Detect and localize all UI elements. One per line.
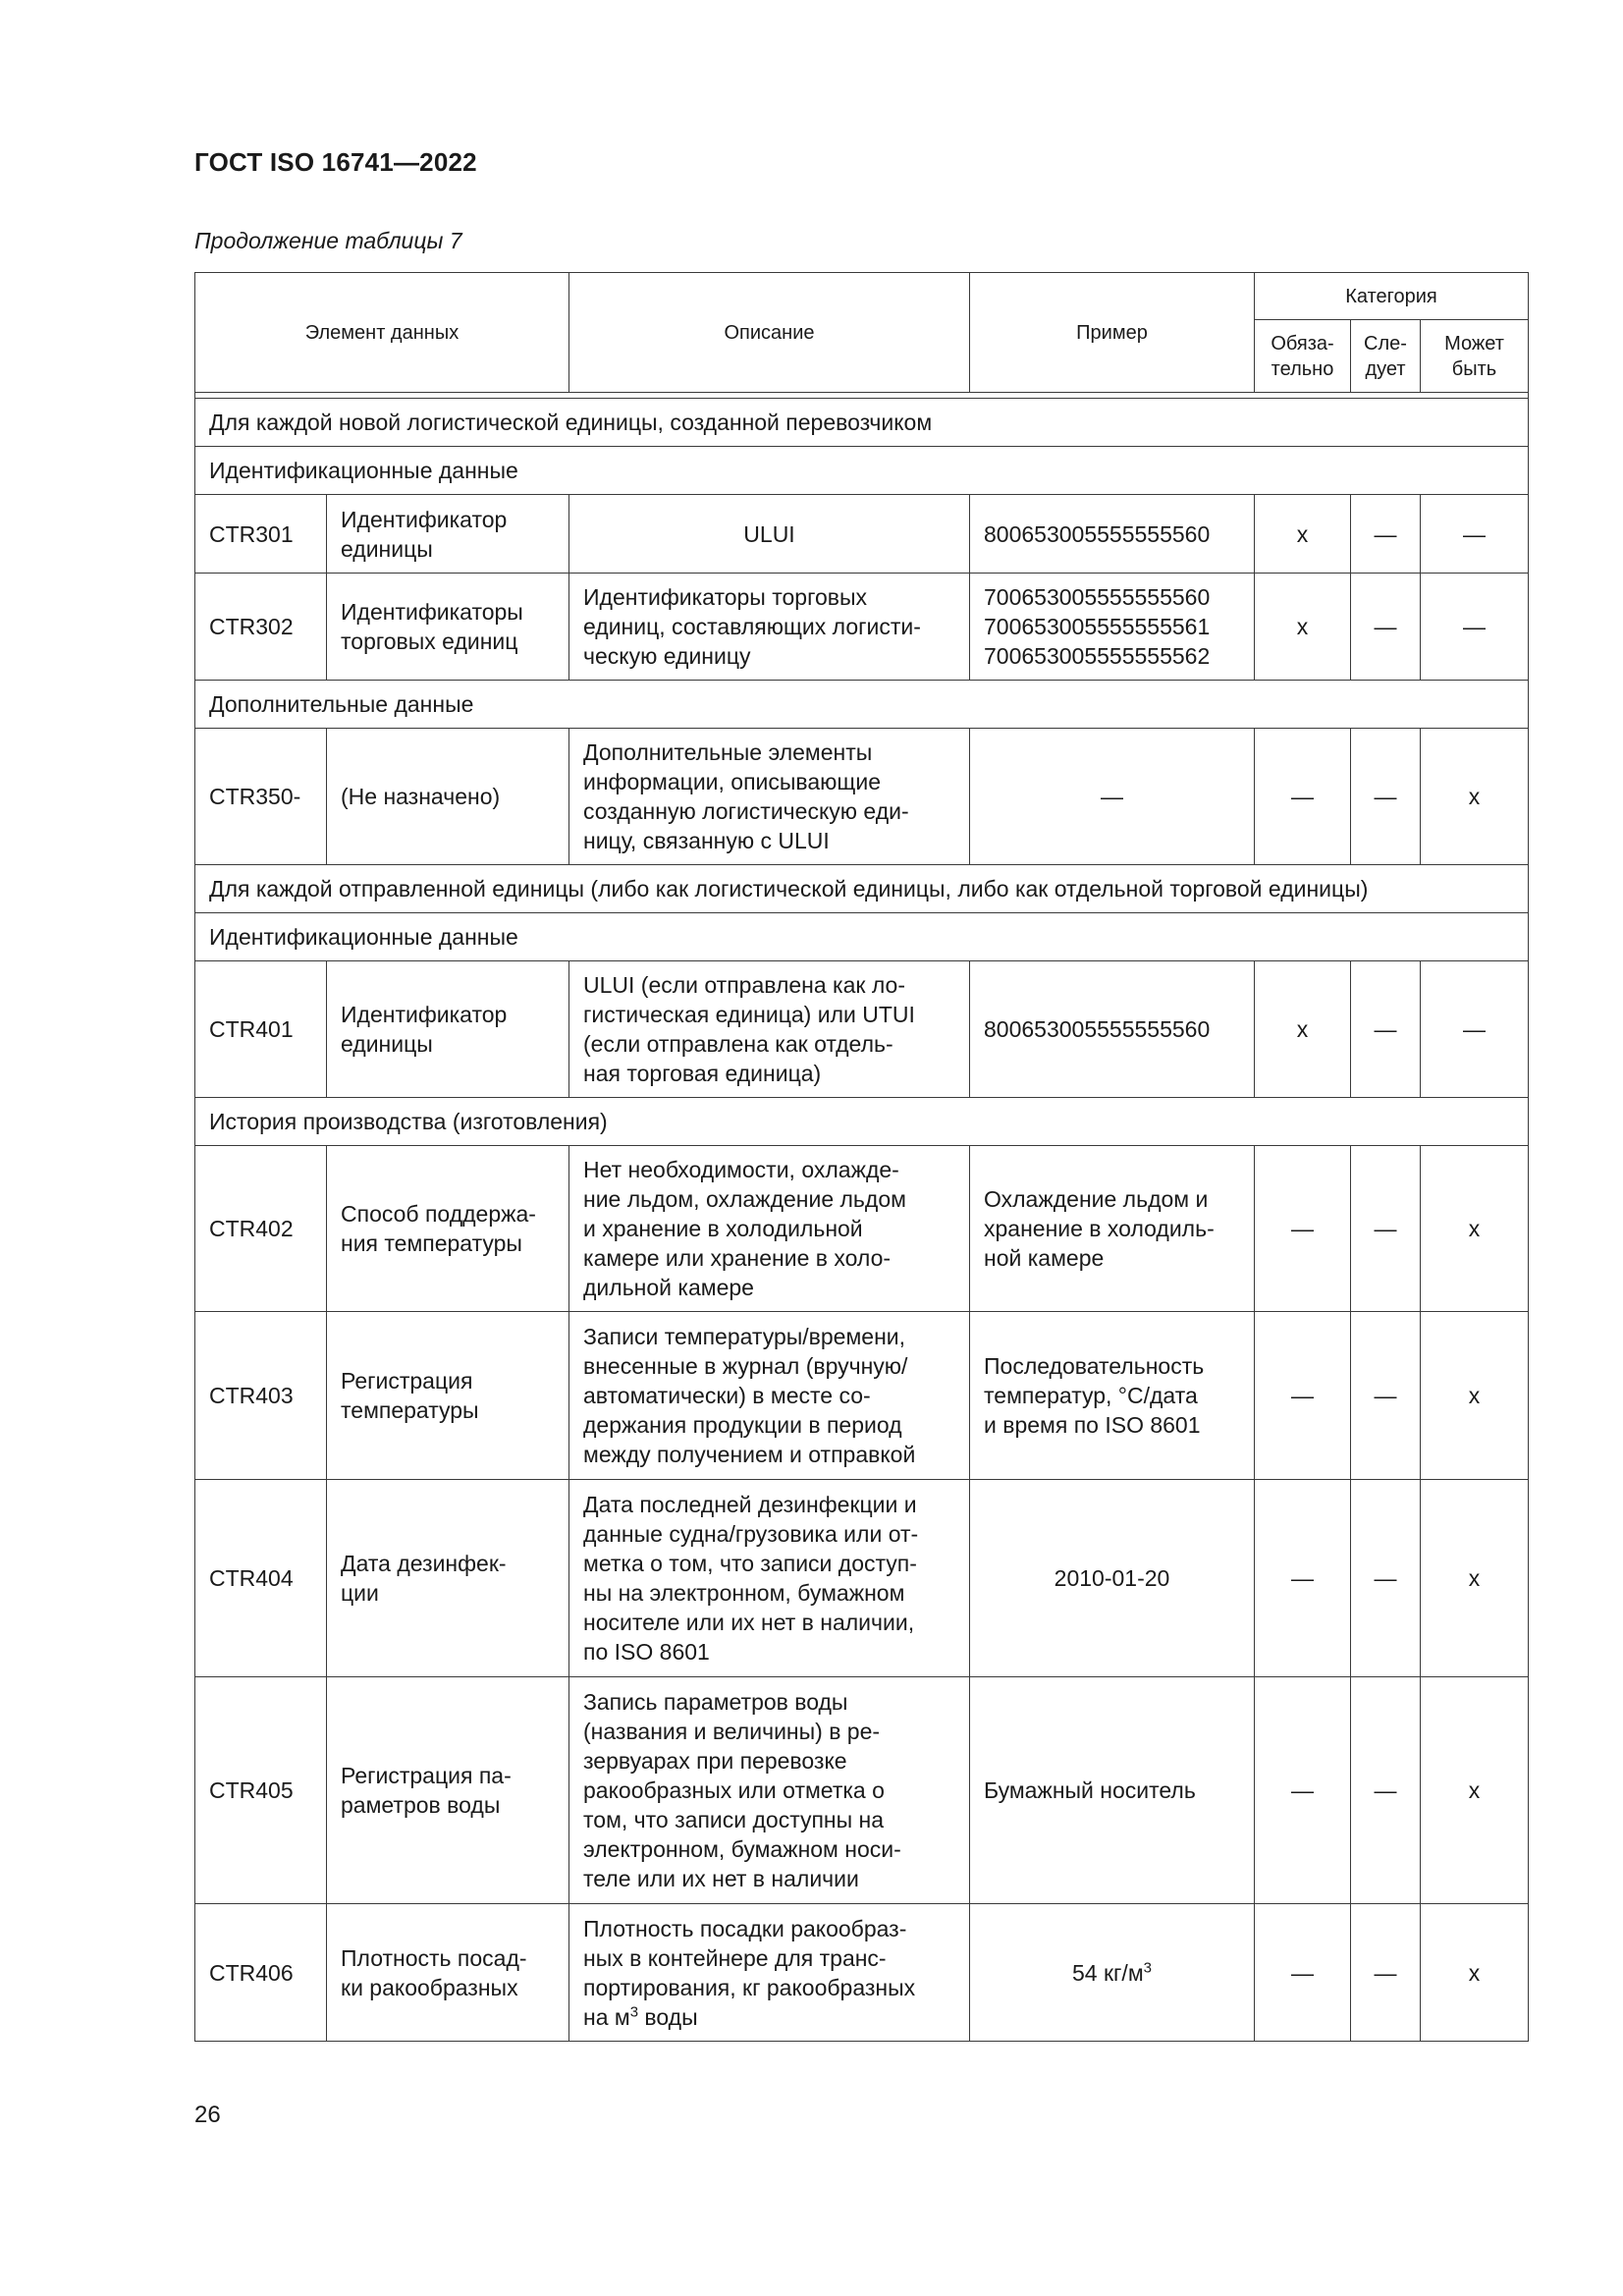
- row-name: Плотность посад- ки ракообразных: [327, 1904, 569, 2042]
- section-title: История производства (изготовления): [195, 1098, 1529, 1146]
- row-name: (Не назначено): [327, 729, 569, 865]
- row-name: Регистрация па- раметров воды: [327, 1677, 569, 1904]
- row-example: Охлаждение льдом и хранение в холодиль- ной камере: [970, 1146, 1255, 1312]
- section-title: Для каждой новой логистической единицы, созданной перевозчиком: [195, 399, 1529, 447]
- row-mandatory: —: [1255, 729, 1351, 865]
- header-element: Элемент данных: [195, 273, 569, 393]
- row-example: —: [970, 729, 1255, 865]
- row-description: Дополнительные элементы информации, описывающие созданную логистическую еди- ницу, связанную с ULUI: [569, 729, 970, 865]
- row-example: 800653005555555560: [970, 495, 1255, 574]
- section-title: Для каждой отправленной единицы (либо как логистической единицы, либо как отдельной торговой единицы): [195, 865, 1529, 913]
- table-row: [195, 1480, 1529, 1677]
- table-row: [195, 729, 1529, 865]
- row-description: Плотность посадки ракообраз- ных в контейнере для транс- портирования, кг ракообразных на $м^3$ воды: [569, 1904, 970, 2042]
- row-description: Идентификаторы торговых единиц, составляющих логисти- ческую единицу: [569, 574, 970, 681]
- row-should: —: [1351, 1312, 1421, 1480]
- row-example: 700653005555555560 700653005555555561 700653005555555562: [970, 574, 1255, 681]
- row-should: —: [1351, 574, 1421, 681]
- row-mandatory: x: [1255, 574, 1351, 681]
- row-code: CTR350-: [195, 729, 327, 865]
- section-title: Идентификационные данные: [195, 447, 1529, 495]
- header-cat-should: Сле- дует: [1351, 320, 1421, 393]
- row-name: Идентификатор единицы: [327, 961, 569, 1098]
- header-example: Пример: [970, 273, 1255, 393]
- table-caption: Продолжение таблицы 7: [194, 228, 462, 253]
- row-name: Идентификаторы торговых единиц: [327, 574, 569, 681]
- row-may: —: [1421, 961, 1529, 1098]
- row-should: —: [1351, 729, 1421, 865]
- row-may: —: [1421, 495, 1529, 574]
- row-name: Способ поддержа- ния температуры: [327, 1146, 569, 1312]
- row-name: Регистрация температуры: [327, 1312, 569, 1480]
- row-may: x: [1421, 1146, 1529, 1312]
- row-example: Последовательность температур, °C/дата и время по ISO 8601: [970, 1312, 1255, 1480]
- row-may: —: [1421, 574, 1529, 681]
- row-mandatory: x: [1255, 495, 1351, 574]
- row-may: x: [1421, 1904, 1529, 2042]
- row-mandatory: —: [1255, 1312, 1351, 1480]
- header-cat-may: Может быть: [1421, 320, 1529, 393]
- header-category: Категория: [1255, 273, 1529, 320]
- row-name: Дата дезинфек- ции: [327, 1480, 569, 1677]
- page-number: 26: [194, 2102, 221, 2128]
- row-code: CTR403: [195, 1312, 327, 1480]
- row-mandatory: —: [1255, 1677, 1351, 1904]
- row-should: —: [1351, 495, 1421, 574]
- row-description: Дата последней дезинфекции и данные судна/грузовика или от- метка о том, что записи доступ- ны на электронном, бумажном носителе или их нет в наличии, по ISO 8601: [569, 1480, 970, 1677]
- row-code: CTR401: [195, 961, 327, 1098]
- row-description: Запись параметров воды (названия и величины) в ре- зервуарах при перевозке ракообразных или отметка о том, что записи доступны на электронном, бумажном носи- теле или их нет в наличии: [569, 1677, 970, 1904]
- table-row: [195, 961, 1529, 1098]
- row-may: x: [1421, 1677, 1529, 1904]
- header-description: Описание: [569, 273, 970, 393]
- table-row: [195, 574, 1529, 681]
- document-title: ГОСТ ISO 16741—2022: [194, 147, 477, 177]
- row-description: Нет необходимости, охлажде- ние льдом, охлаждение льдом и хранение в холодильной камере или хранение в холо- дильной камере: [569, 1146, 970, 1312]
- table-row: [195, 1677, 1529, 1904]
- row-example: Бумажный носитель: [970, 1677, 1255, 1904]
- section-title: Идентификационные данные: [195, 913, 1529, 961]
- table-row: [195, 1312, 1529, 1480]
- table-row: [195, 1904, 1529, 2042]
- section-title: Дополнительные данные: [195, 681, 1529, 729]
- row-mandatory: —: [1255, 1146, 1351, 1312]
- row-mandatory: x: [1255, 961, 1351, 1098]
- row-code: CTR301: [195, 495, 327, 574]
- row-name: Идентификатор единицы: [327, 495, 569, 574]
- row-code: CTR405: [195, 1677, 327, 1904]
- row-example: 2010-01-20: [970, 1480, 1255, 1677]
- row-description: ULUI: [569, 495, 970, 574]
- row-should: —: [1351, 961, 1421, 1098]
- row-code: CTR302: [195, 574, 327, 681]
- table-row: [195, 495, 1529, 574]
- row-may: x: [1421, 1312, 1529, 1480]
- row-code: CTR406: [195, 1904, 327, 2042]
- table-row: [195, 1146, 1529, 1312]
- row-example: 54 $кг/м^3$: [970, 1904, 1255, 2042]
- row-mandatory: —: [1255, 1480, 1351, 1677]
- row-should: —: [1351, 1904, 1421, 2042]
- row-should: —: [1351, 1677, 1421, 1904]
- row-code: CTR404: [195, 1480, 327, 1677]
- row-should: —: [1351, 1146, 1421, 1312]
- row-example: 800653005555555560: [970, 961, 1255, 1098]
- row-should: —: [1351, 1480, 1421, 1677]
- row-description: Записи температуры/времени, внесенные в журнал (вручную/ автоматически) в месте со- держания продукции в период между получением и отправкой: [569, 1312, 970, 1480]
- row-may: x: [1421, 1480, 1529, 1677]
- row-description: ULUI (если отправлена как ло- гистическая единица) или UTUI (если отправлена как отдель- ная торговая единица): [569, 961, 970, 1098]
- header-cat-mandatory: Обяза- тельно: [1255, 320, 1351, 393]
- row-may: x: [1421, 729, 1529, 865]
- row-code: CTR402: [195, 1146, 327, 1312]
- data-elements-table: [194, 272, 1529, 2042]
- row-mandatory: —: [1255, 1904, 1351, 2042]
